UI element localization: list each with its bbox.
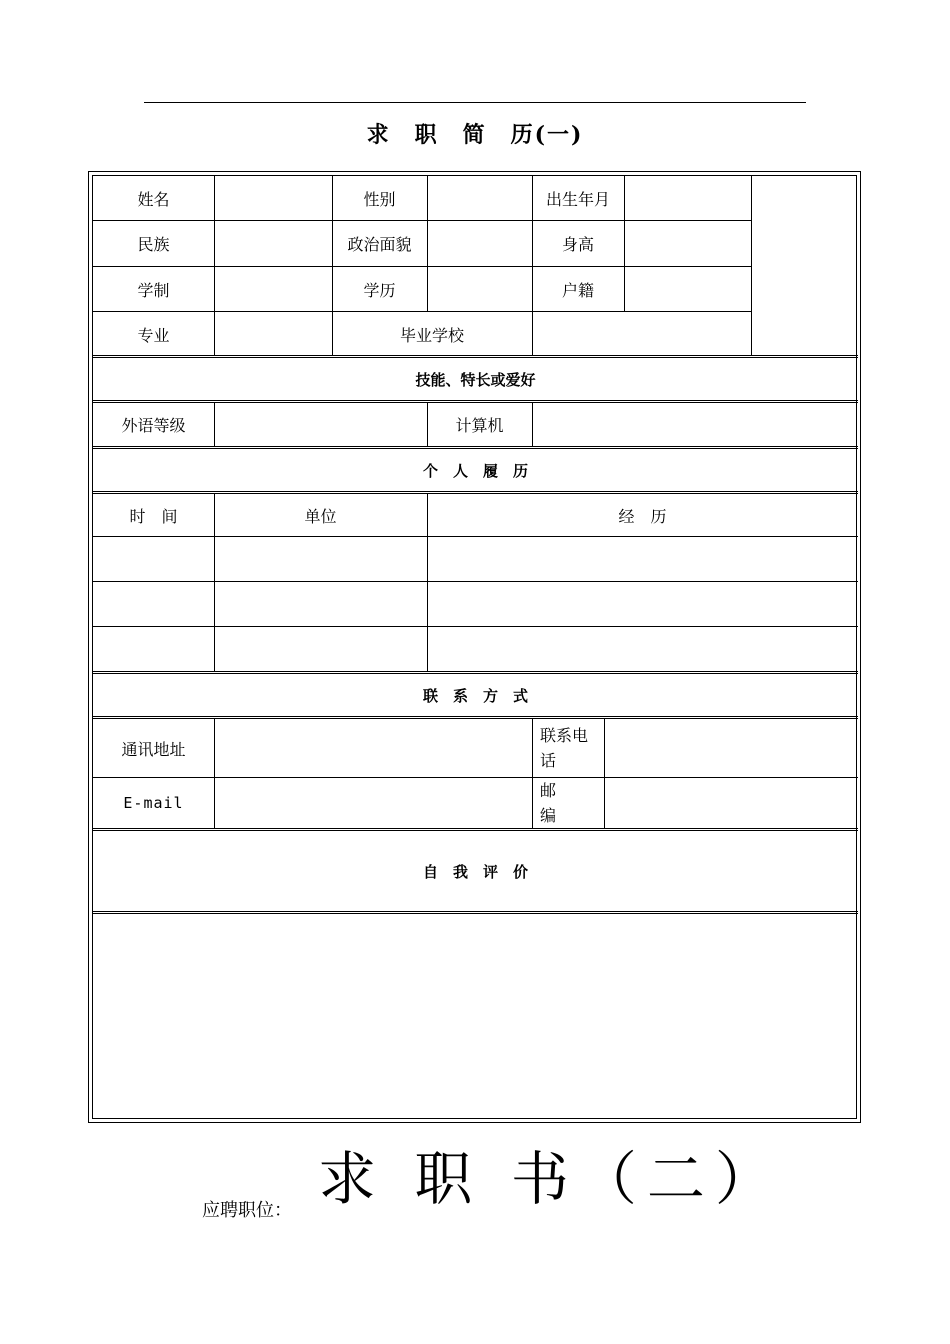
grid-line	[93, 626, 858, 627]
grid-line	[214, 403, 215, 446]
label-address: 通讯地址	[121, 739, 186, 759]
label-ethnicity: 民族	[137, 235, 170, 254]
page-title: 求 职 简 历(一)	[366, 122, 584, 148]
section-self-eval: 自 我 评 价	[422, 862, 528, 881]
resume-form	[88, 171, 861, 1123]
label-email: E-mail	[123, 794, 184, 812]
label-political: 政治面貌	[347, 235, 412, 254]
field-name[interactable]	[215, 176, 332, 220]
grid-line	[532, 719, 533, 828]
label-phone: 联系电话	[540, 726, 589, 770]
grid-line	[93, 581, 858, 582]
label-school: 毕业学校	[399, 325, 464, 345]
photo-box[interactable]	[752, 176, 858, 355]
label-schooling: 学制	[137, 280, 170, 300]
position-label: 应聘职位：	[202, 1200, 292, 1221]
col-experience: 经 历	[618, 506, 667, 526]
top-rule	[144, 102, 806, 103]
label-name: 姓名	[137, 189, 170, 209]
grid-line	[214, 719, 215, 828]
col-time: 时 间	[129, 506, 178, 526]
label-major: 专业	[137, 325, 170, 345]
col-unit: 单位	[304, 506, 337, 526]
label-gender: 性别	[363, 189, 396, 209]
self-eval-area[interactable]	[93, 914, 858, 1119]
label-postcode: 邮编	[540, 781, 557, 825]
section-resume: 个 人 履 历	[422, 461, 528, 480]
part-two-title: 求 职 书（二）	[318, 1145, 783, 1213]
grid-line	[604, 719, 605, 828]
resume-form-inner	[92, 175, 857, 1119]
label-height: 身高	[561, 235, 594, 254]
field-birth[interactable]	[625, 176, 751, 220]
label-birth: 出生年月	[545, 189, 610, 209]
section-contact: 联 系 方 式	[422, 686, 528, 705]
grid-line	[93, 536, 858, 537]
label-language: 外语等级	[121, 416, 186, 435]
grid-line	[532, 403, 533, 446]
section-skills: 技能、特长或爱好	[415, 370, 536, 389]
field-gender[interactable]	[428, 176, 532, 220]
label-computer: 计算机	[455, 416, 504, 435]
label-education: 学历	[363, 280, 396, 300]
label-hukou: 户籍	[561, 280, 594, 300]
